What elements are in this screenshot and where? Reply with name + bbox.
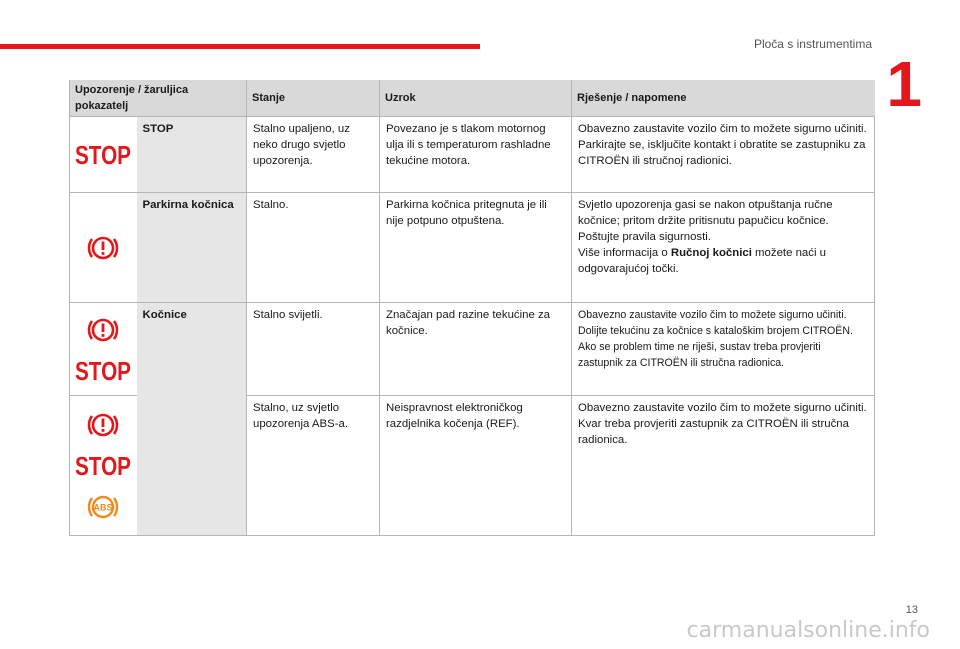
abs-warning-icon — [86, 490, 120, 524]
cause-cell: Neispravnost elektroničkog razdjelnika kočenja (REF). — [380, 396, 572, 536]
column-header-solution: Rješenje / napomene — [572, 80, 875, 117]
solution-line: Kvar treba provjeriti zastupnik za CITROËN ili stručna radionica. — [578, 418, 849, 446]
solution-line: Ako se problem time ne riješi, sustav treba provjeriti zastupnik za CITROËN ili stručna radionica. — [578, 341, 821, 369]
solution-line: Poštujte pravila sigurnosti. — [578, 231, 711, 243]
table-row — [70, 117, 875, 193]
stop-warning-icon — [73, 452, 133, 480]
chapter-number: 1 — [886, 48, 922, 120]
state-cell: Stalno upaljeno, uz neko drugo svjetlo upozorenja. — [247, 117, 380, 193]
parking-brake-reference: Ručnoj kočnici — [670, 247, 752, 259]
stop-icon-text: STOP — [75, 356, 132, 386]
solution-line: Obavezno zaustavite vozilo čim to možete sigurno učiniti. — [578, 402, 867, 414]
cause-cell: Povezano je s tlakom motornog ulja ili s temperaturom rashladne tekućine motora. — [380, 117, 572, 193]
warning-lights-table — [69, 80, 875, 536]
column-header-warning: Upozorenje / žaruljica pokazatelj — [70, 80, 247, 117]
brake-warning-icon — [86, 408, 120, 442]
solution-line: Parkirajte se, isključite kontakt i obratite se zastupniku za CITROËN ili stručnoj radionici. — [578, 139, 866, 167]
cause-cell: Značajan pad razine tekućine za kočnice. — [380, 303, 572, 396]
solution-line: Dolijte tekućinu za kočnice s kataloškim brojem CITROËN. — [578, 325, 853, 337]
state-cell: Stalno svijetli. — [247, 303, 380, 396]
warning-name: STOP — [137, 117, 247, 193]
abs-icon-text: ABS — [93, 502, 113, 512]
state-cell: Stalno. — [247, 193, 380, 303]
table-row — [70, 193, 875, 303]
icon-cell — [70, 396, 137, 536]
brake-warning-icon — [86, 231, 120, 265]
section-title: Ploča s instrumentima — [753, 37, 872, 51]
icon-cell — [70, 303, 137, 396]
solution-line — [578, 245, 868, 277]
icon-cell — [70, 193, 137, 303]
solution-text: Više informacija o — [578, 247, 671, 259]
warning-name: Parkirna kočnica — [137, 193, 247, 303]
solution-line: Obavezno zaustavite vozilo čim to možete sigurno učiniti. — [578, 309, 847, 321]
solution-line: Svjetlo upozorenja gasi se nakon otpuštanja ručne kočnice; pritom držite pritisnutu papučicu kočnice. — [578, 199, 833, 227]
stop-warning-icon — [73, 141, 133, 169]
solution-cell — [572, 303, 875, 396]
brake-warning-icon — [86, 313, 120, 347]
solution-cell — [572, 396, 875, 536]
column-header-state: Stanje — [247, 80, 380, 117]
cause-cell: Parkirna kočnica pritegnuta je ili nije potpuno otpuštena. — [380, 193, 572, 303]
solution-line: Obavezno zaustavite vozilo čim to možete sigurno učiniti. — [578, 123, 867, 135]
solution-text: možete naći u odgovarajućoj točki. — [578, 247, 826, 275]
stop-icon-text: STOP — [75, 139, 132, 170]
solution-cell — [572, 117, 875, 193]
table-header-row — [70, 80, 875, 117]
stop-warning-icon — [73, 357, 133, 385]
page-number: 13 — [905, 604, 918, 616]
solution-cell — [572, 193, 875, 303]
warning-name: Kočnice — [137, 303, 247, 536]
header-accent-bar — [0, 44, 480, 49]
watermark: carmanualsonline.info — [686, 618, 930, 643]
state-cell: Stalno, uz svjetlo upozorenja ABS-a. — [247, 396, 380, 536]
icon-cell — [70, 117, 137, 193]
column-header-cause: Uzrok — [380, 80, 572, 117]
stop-icon-text: STOP — [75, 450, 132, 481]
table-row — [70, 303, 875, 396]
